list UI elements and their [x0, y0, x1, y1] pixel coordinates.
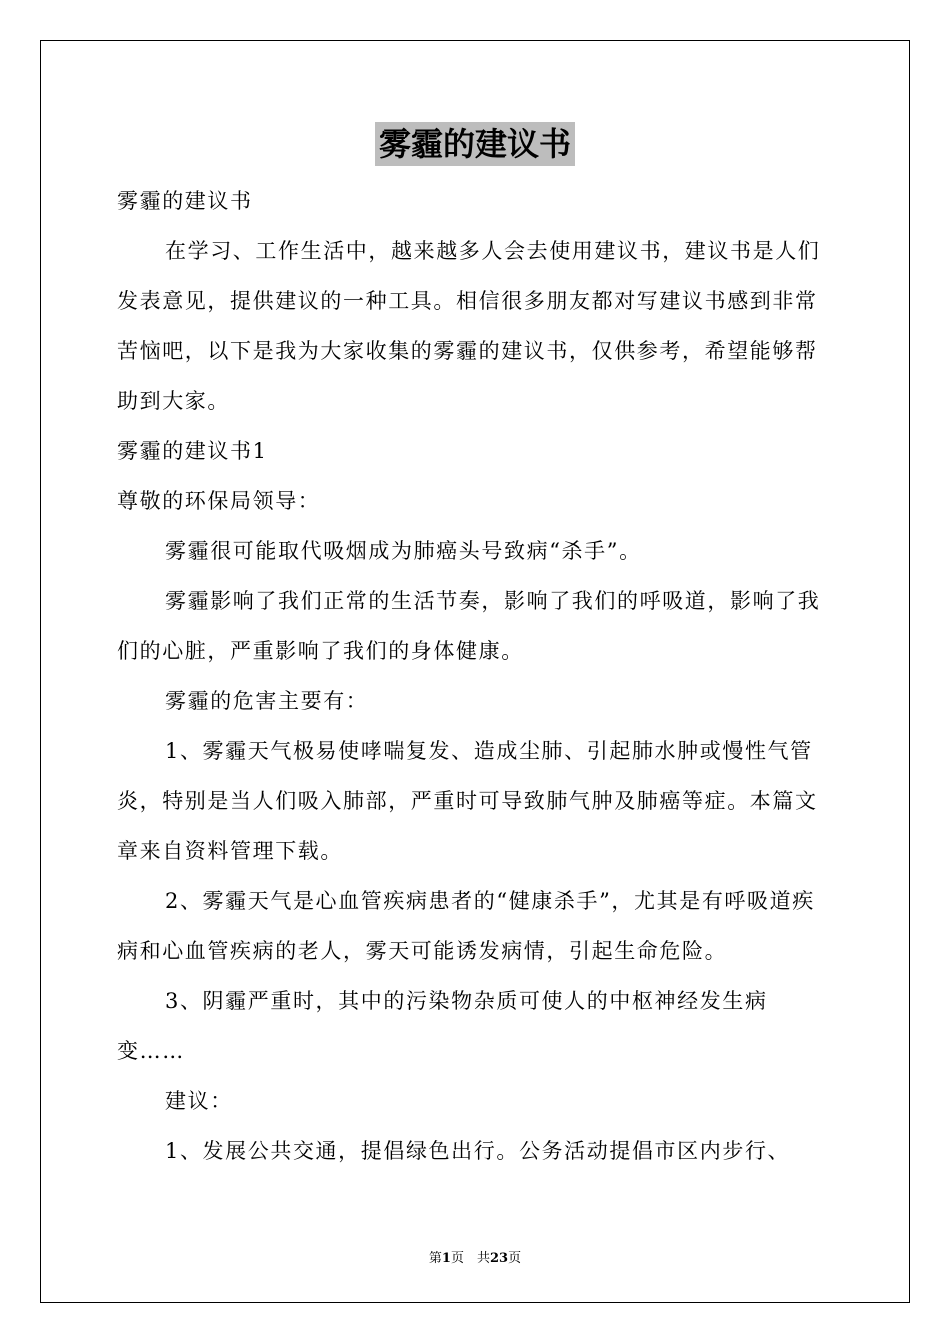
paragraph: 建议：: [165, 1089, 233, 1113]
document-title-wrap: [0, 122, 950, 166]
paragraph: 雾霾很可能取代吸烟成为肺癌头号致病“杀手”。: [165, 539, 642, 563]
paragraph-intro: 在学习、工作生活中，越来越多人会去使用建议书，建议书是人们发表意见，提供建议的一种工具。相信很多朋友都对写建议书感到非常苦恼吧，以下是我为大家收集的雾霾的建议书，仅供参考，希望能够帮助到大家。: [117, 239, 821, 413]
paragraph: 雾霾的危害主要有：: [165, 689, 369, 713]
footer-page-prefix: 第: [428, 1251, 442, 1266]
page-footer: [0, 1247, 950, 1266]
footer-page-mid: 页 共: [450, 1251, 490, 1266]
paragraph-salutation: 尊敬的环保局领导：: [117, 489, 321, 513]
footer-page-number: 1: [441, 1251, 451, 1266]
document-title: 雾霾的建议书: [375, 122, 575, 166]
footer-total-pages: 23: [489, 1251, 509, 1266]
paragraph-subtitle: 雾霾的建议书1: [117, 439, 268, 463]
paragraph: 1、发展公共交通，提倡绿色出行。公务活动提倡市区内步行、: [165, 1139, 791, 1163]
document-body: [117, 176, 833, 1176]
footer-page-suffix: 页: [508, 1251, 522, 1266]
paragraph: 3、阴霾严重时，其中的污染物杂质可使人的中枢神经发生病变……: [117, 989, 768, 1063]
paragraph: 2、雾霾天气是心血管疾病患者的“健康杀手”，尤其是有呼吸道疾病和心血管疾病的老人，雾天可能诱发病情，引起生命危险。: [117, 889, 815, 963]
paragraph-heading: 雾霾的建议书: [117, 189, 253, 213]
paragraph: 雾霾影响了我们正常的生活节奏，影响了我们的呼吸道，影响了我们的心脏，严重影响了我们的身体健康。: [117, 589, 821, 663]
paragraph: 1、雾霾天气极易使哮喘复发、造成尘肺、引起肺水肿或慢性气管炎，特别是当人们吸入肺部，严重时可导致肺气肿及肺癌等症。本篇文章来自资料管理下载。: [117, 739, 818, 863]
